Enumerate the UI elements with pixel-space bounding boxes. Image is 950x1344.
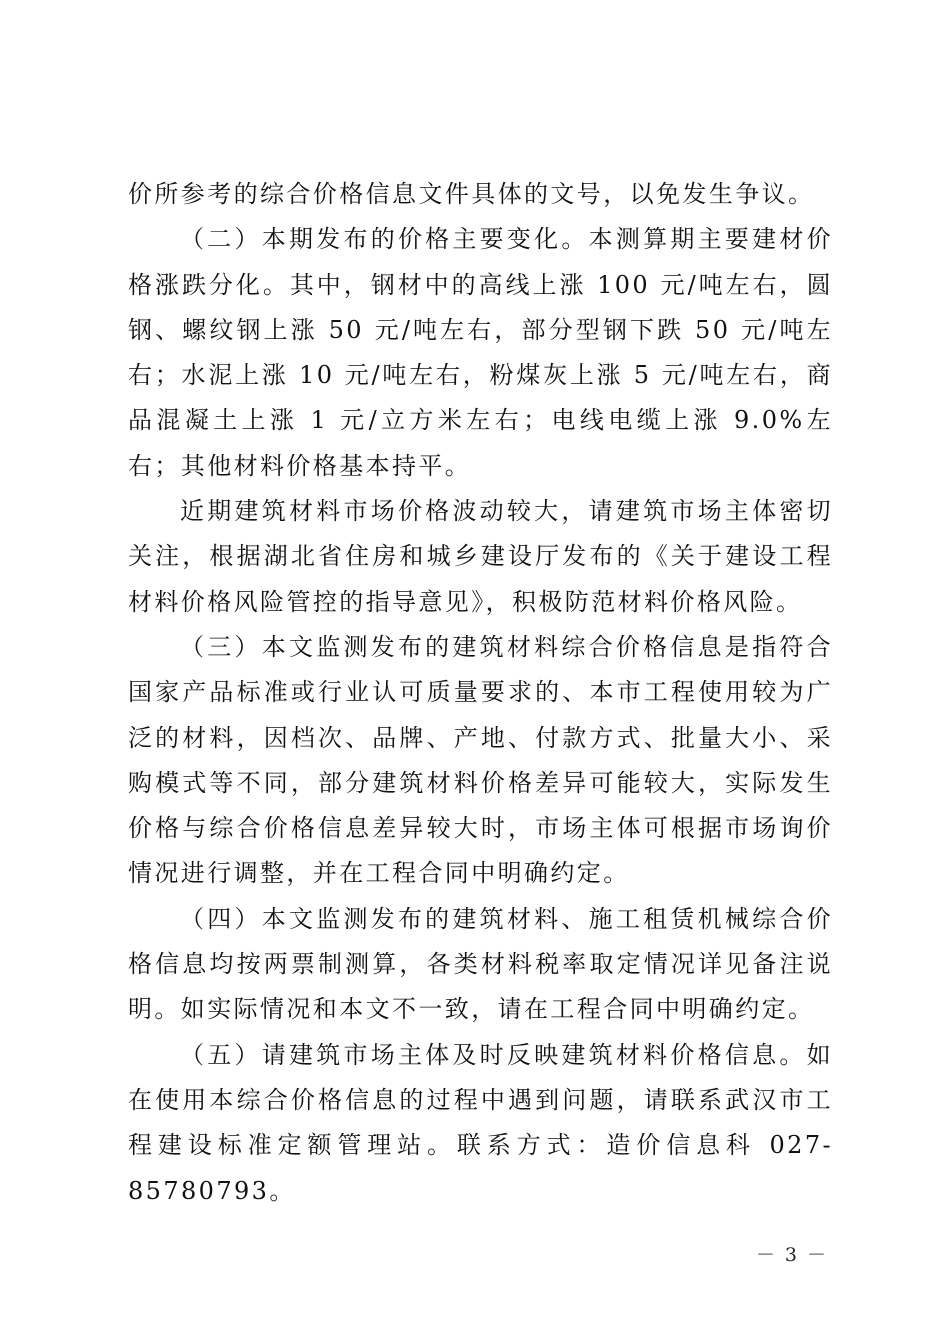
paragraph-price-definition: （三）本文监测发布的建筑材料综合价格信息是指符合国家产品标准或行业认可质量要求的、本市工程使用较为广泛的材料，因档次、品牌、产地、付款方式、批量大小、采购模式等不同，部分建筑材料价格差异可能较大，实际发生价格与综合价格信息差异较大时，市场主体可根据市场询价情况进行调整，并在工程合同中明确约定。 xyxy=(128,632,833,888)
body-text xyxy=(128,172,833,1214)
paragraph-contact: （五）请建筑市场主体及时反映建筑材料价格信息。如在使用本综合价格信息的过程中遇到问题，请联系武汉市工程建设标准定额管理站。联系方式：造价信息科 027-85780793。 xyxy=(128,1040,833,1205)
page-number: － 3 － xyxy=(755,1244,828,1266)
paragraph-continuation: 价所参考的综合价格信息文件具体的文号，以免发生争议。 xyxy=(128,180,815,208)
paragraph-price-changes: （二）本期发布的价格主要变化。本测算期主要建材价格涨跌分化。其中，钢材中的高线上涨 100 元/吨左右，圆钢、螺纹钢上涨 50 元/吨左右，部分型钢下跌 50 元/吨左右；水泥上涨 10 元/吨左右，粉煤灰上涨 5 元/吨左右，商品混凝土上涨 1 元/立方米左右；电线电缆上涨 9.0%左右；其他材料价格基本持平。 xyxy=(128,225,833,480)
paragraph-market-volatility: 近期建筑材料市场价格波动较大，请建筑市场主体密切关注，根据湖北省住房和城乡建设厅发布的《关于建设工程材料价格风险管控的指导意见》，积极防范材料价格风险。 xyxy=(128,497,833,616)
paragraph-tax-method: （四）本文监测发布的建筑材料、施工租赁机械综合价格信息均按两票制测算，各类材料税率取定情况详见备注说明。如实际情况和本文不一致，请在工程合同中明确约定。 xyxy=(128,904,833,1024)
